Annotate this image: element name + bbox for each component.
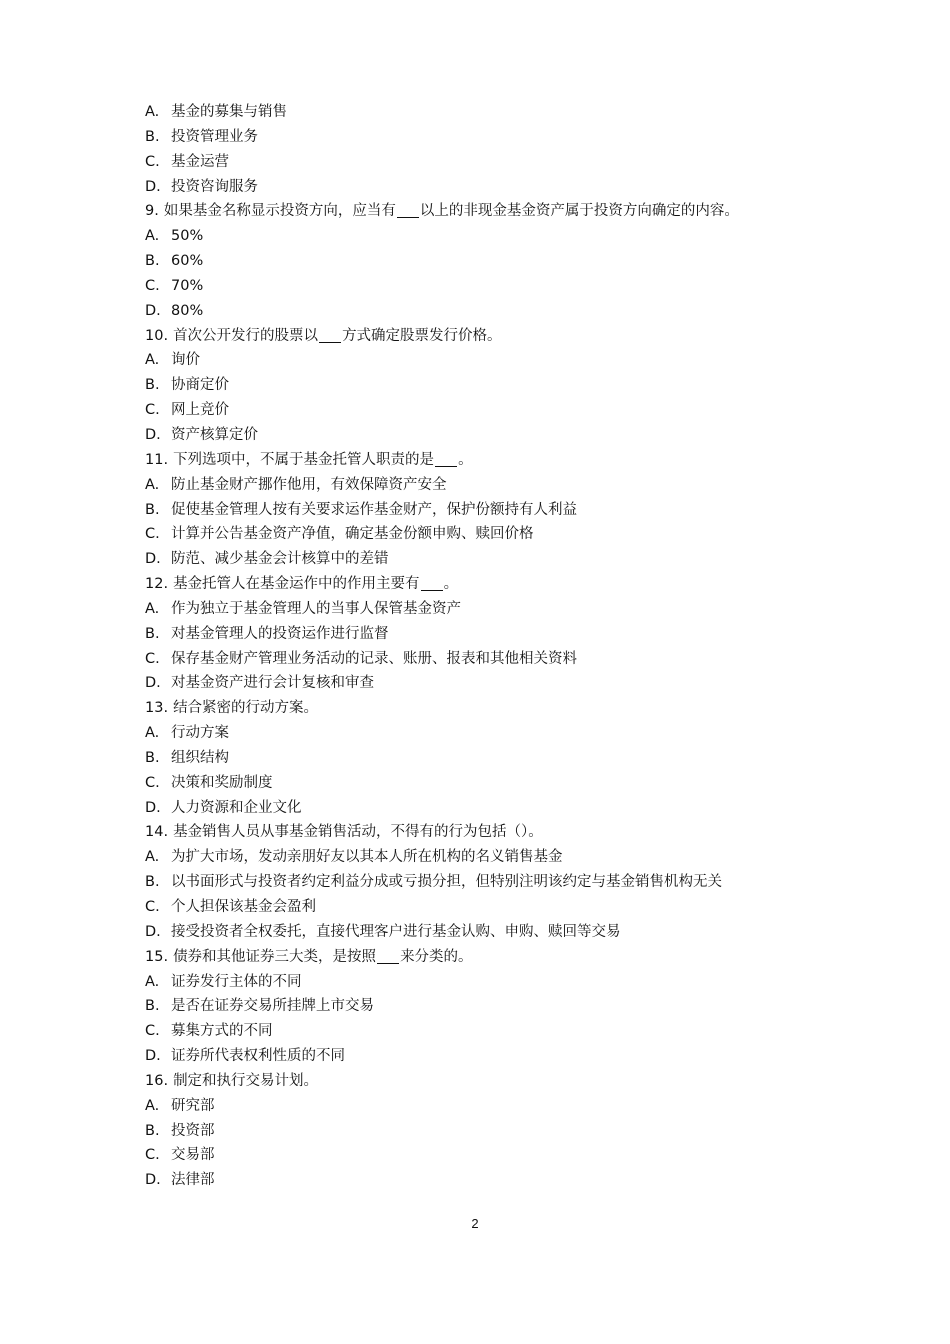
stem-text: 结合紧密的行动方案。 [173, 700, 319, 717]
option-line [145, 547, 845, 572]
option-text: 证券发行主体的不同 [171, 973, 302, 990]
option-line [145, 994, 845, 1019]
option-line [145, 597, 845, 622]
option-letter: D. [145, 923, 161, 940]
option-line [145, 796, 845, 821]
option-line [145, 498, 845, 523]
option-line [145, 150, 845, 175]
stem-text: 。 [443, 576, 459, 593]
stem-text: 来分类的。 [400, 948, 473, 965]
option-line [145, 125, 845, 150]
option-text: 投资部 [171, 1122, 215, 1139]
option-line [145, 1119, 845, 1144]
option-line [145, 224, 845, 249]
option-letter: B. [145, 625, 160, 642]
option-letter: A. [145, 600, 160, 617]
option-text: 80% [171, 302, 204, 319]
document-body [145, 100, 845, 1193]
option-letter: A. [145, 725, 160, 742]
question-stem [145, 945, 845, 970]
option-line [145, 622, 845, 647]
option-text: 募集方式的不同 [171, 1023, 273, 1040]
option-text: 保存基金财产管理业务活动的记录、账册、报表和其他相关资料 [171, 650, 577, 667]
question-number: 14. [145, 824, 169, 841]
question-stem [145, 1069, 845, 1094]
option-line [145, 647, 845, 672]
option-line [145, 895, 845, 920]
option-letter: C. [145, 526, 160, 543]
question-stem [145, 324, 845, 349]
option-letter: D. [145, 1172, 161, 1189]
stem-text: 债券和其他证券三大类，是按照 [173, 948, 377, 965]
option-line [145, 1094, 845, 1119]
question-stem [145, 572, 845, 597]
option-letter: C. [145, 650, 160, 667]
option-text: 接受投资者全权委托，直接代理客户进行基金认购、申购、赎回等交易 [171, 923, 621, 940]
fill-in-blank [319, 327, 341, 343]
question-number: 10. [145, 327, 169, 344]
question-stem [145, 696, 845, 721]
option-letter: D. [145, 551, 161, 568]
option-text: 防止基金财产挪作他用，有效保障资产安全 [171, 476, 447, 493]
option-letter: B. [145, 874, 160, 891]
option-text: 为扩大市场，发动亲朋好友以其本人所在机构的名义销售基金 [171, 849, 563, 866]
stem-text: 下列选项中，不属于基金托管人职责的是 [173, 451, 435, 468]
option-letter: D. [145, 675, 161, 692]
option-text: 防范、减少基金会计核算中的差错 [171, 551, 389, 568]
option-line [145, 423, 845, 448]
option-line [145, 274, 845, 299]
option-text: 60% [171, 253, 204, 270]
question-number: 15. [145, 948, 169, 965]
option-text: 促使基金管理人按有关要求运作基金财产，保护份额持有人利益 [171, 501, 577, 518]
option-line [145, 100, 845, 125]
option-line [145, 970, 845, 995]
option-text: 投资咨询服务 [171, 178, 258, 195]
option-text: 询价 [171, 352, 200, 369]
option-line [145, 1143, 845, 1168]
option-text: 是否在证券交易所挂牌上市交易 [171, 998, 374, 1015]
option-text: 决策和奖励制度 [171, 774, 273, 791]
stem-text: 如果基金名称显示投资方向，应当有 [163, 203, 396, 220]
option-text: 投资管理业务 [171, 128, 258, 145]
option-letter: D. [145, 426, 161, 443]
fill-in-blank [421, 575, 443, 591]
stem-text: 基金销售人员从事基金销售活动，不得有的行为包括（）。 [173, 824, 543, 841]
stem-text: 以上的非现金基金资产属于投资方向确定的内容。 [419, 203, 739, 220]
question-stem [145, 448, 845, 473]
option-text: 资产核算定价 [171, 426, 258, 443]
option-letter: C. [145, 774, 160, 791]
option-line [145, 771, 845, 796]
option-letter: A. [145, 228, 160, 245]
option-letter: C. [145, 153, 160, 170]
option-text: 协商定价 [171, 377, 229, 394]
option-line [145, 522, 845, 547]
option-line [145, 920, 845, 945]
option-line [145, 398, 845, 423]
question-stem [145, 199, 845, 224]
fill-in-blank [435, 451, 457, 467]
option-text: 网上竞价 [171, 402, 229, 419]
option-text: 以书面形式与投资者约定利益分成或亏损分担，但特别注明该约定与基金销售机构无关 [171, 874, 722, 891]
option-letter: C. [145, 899, 160, 915]
option-text: 基金运营 [171, 153, 229, 170]
stem-text: 首次公开发行的股票以 [173, 327, 319, 344]
option-line [145, 299, 845, 324]
option-letter: A. [145, 1097, 160, 1114]
option-letter: D. [145, 1048, 161, 1065]
option-line [145, 348, 845, 373]
option-text: 基金的募集与销售 [171, 104, 287, 120]
option-text: 法律部 [171, 1172, 215, 1189]
option-letter: D. [145, 178, 161, 195]
option-line [145, 249, 845, 274]
option-line [145, 746, 845, 771]
option-text: 作为独立于基金管理人的当事人保管基金资产 [171, 600, 461, 617]
question-number: 12. [145, 576, 169, 593]
option-line [145, 373, 845, 398]
option-line [145, 870, 845, 895]
option-text: 计算并公告基金资产净值，确定基金份额申购、赎回价格 [171, 526, 534, 543]
option-letter: C. [145, 1147, 160, 1164]
stem-text: 。 [458, 451, 473, 468]
option-line [145, 473, 845, 498]
option-letter: B. [145, 998, 160, 1015]
option-text: 对基金资产进行会计复核和审查 [171, 675, 374, 692]
option-letter: B. [145, 749, 160, 766]
option-text: 70% [171, 277, 204, 294]
option-letter: C. [145, 277, 160, 294]
option-letter: A. [145, 352, 160, 369]
option-letter: B. [145, 128, 160, 145]
option-letter: B. [145, 501, 160, 518]
option-text: 行动方案 [171, 725, 229, 742]
fill-in-blank [377, 948, 399, 964]
option-letter: D. [145, 302, 161, 319]
stem-text: 制定和执行交易计划。 [173, 1072, 319, 1089]
stem-text: 方式确定股票发行价格。 [342, 327, 502, 344]
option-line [145, 671, 845, 696]
option-line [145, 1019, 845, 1044]
option-text: 50% [171, 228, 204, 245]
option-line [145, 1168, 845, 1193]
option-letter: C. [145, 402, 160, 419]
option-letter: B. [145, 1122, 160, 1139]
fill-in-blank [397, 202, 419, 218]
option-letter: B. [145, 253, 160, 270]
option-line [145, 845, 845, 870]
option-line [145, 175, 845, 200]
option-text: 组织结构 [171, 749, 229, 766]
option-letter: A. [145, 476, 160, 493]
question-number: 13. [145, 700, 169, 717]
page-number: 2 [471, 1216, 479, 1231]
option-text: 人力资源和企业文化 [171, 799, 302, 816]
option-text: 证券所代表权利性质的不同 [171, 1048, 345, 1065]
question-stem [145, 820, 845, 845]
option-text: 研究部 [171, 1097, 215, 1114]
question-number: 11. [145, 451, 169, 468]
question-number: 9. [145, 203, 159, 220]
option-text: 个人担保该基金会盈利 [171, 899, 316, 915]
option-letter: C. [145, 1023, 160, 1040]
option-line [145, 1044, 845, 1069]
stem-text: 基金托管人在基金运作中的作用主要有 [173, 576, 420, 593]
option-letter: D. [145, 799, 161, 816]
option-letter: A. [145, 104, 160, 120]
option-letter: B. [145, 377, 160, 394]
question-number: 16. [145, 1072, 169, 1089]
option-text: 对基金管理人的投资运作进行监督 [171, 625, 389, 642]
option-letter: A. [145, 973, 160, 990]
option-line [145, 721, 845, 746]
option-text: 交易部 [171, 1147, 215, 1164]
option-letter: A. [145, 849, 160, 866]
